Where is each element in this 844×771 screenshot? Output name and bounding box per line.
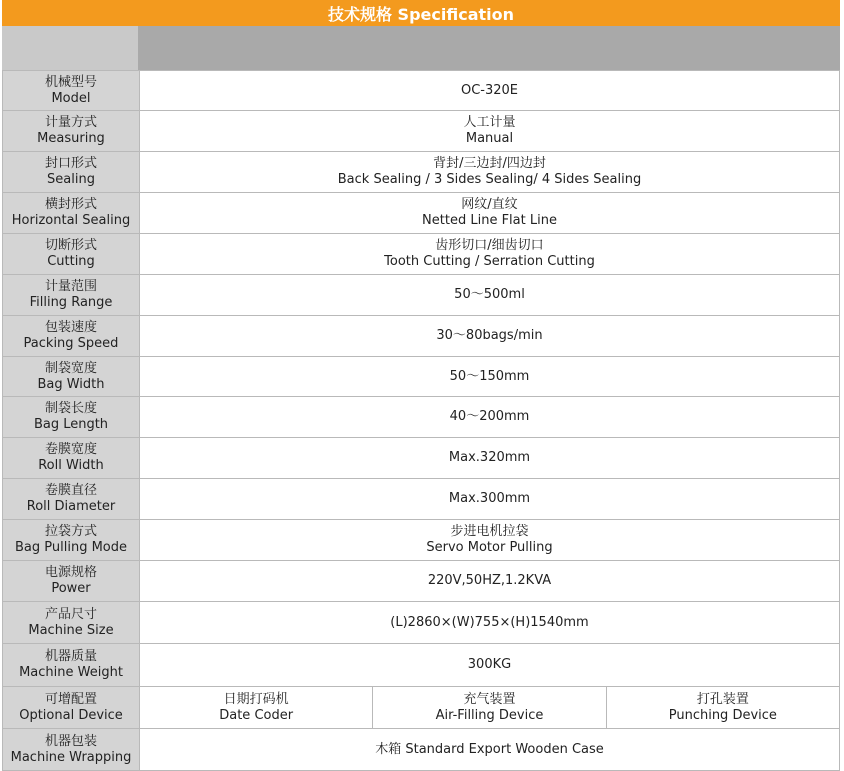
spec-row bbox=[3, 316, 840, 357]
spec-row bbox=[3, 193, 840, 234]
spec-value-line: Netted Line Flat Line bbox=[422, 213, 557, 228]
spec-label-zh: 机械型号 bbox=[44, 74, 97, 90]
optional-device-item bbox=[372, 687, 605, 728]
spec-label-en: Sealing bbox=[47, 172, 95, 187]
spec-value-line: 300KG bbox=[467, 657, 512, 672]
spec-value-line: 人工计量 bbox=[463, 115, 516, 130]
spec-label-zh: 卷膜宽度 bbox=[44, 442, 97, 457]
spec-value-line: (L)2860×(W)755×(H)1540mm bbox=[390, 614, 589, 630]
optional-item-zh: 打孔装置 bbox=[696, 691, 749, 707]
spec-row bbox=[3, 152, 840, 193]
spec-value bbox=[140, 275, 840, 316]
spec-label-zh: 包装速度 bbox=[44, 320, 97, 335]
spec-label-en: Bag Pulling Mode bbox=[15, 540, 127, 555]
spec-label-en: Model bbox=[51, 90, 91, 106]
spec-label-zh: 计量方式 bbox=[44, 115, 97, 130]
optional-item-zh: 日期打码机 bbox=[223, 691, 289, 707]
spec-label bbox=[3, 111, 140, 152]
spec-row bbox=[3, 397, 840, 438]
spec-value-line: Max.300mm bbox=[448, 491, 531, 506]
spec-value bbox=[140, 357, 840, 397]
spec-label bbox=[3, 729, 140, 771]
optional-device-item bbox=[140, 687, 372, 728]
spec-value bbox=[140, 438, 840, 479]
spec-row bbox=[3, 602, 840, 644]
spec-label bbox=[3, 602, 140, 644]
spec-row bbox=[3, 234, 840, 275]
spec-value-line: OC-320E bbox=[460, 82, 519, 98]
spec-label-en: Filling Range bbox=[29, 295, 113, 310]
spec-value-line: 背封/三边封/四边封 bbox=[433, 156, 546, 171]
machine-wrapping-row bbox=[3, 729, 840, 771]
optional-item-en: Punching Device bbox=[668, 707, 777, 723]
spec-label-en: Machine Weight bbox=[19, 665, 123, 680]
spec-label-zh: 可增配置 bbox=[44, 691, 97, 707]
spec-value bbox=[140, 644, 840, 687]
spec-row bbox=[3, 479, 840, 520]
spec-value-line: 40～200mm bbox=[449, 409, 530, 424]
spec-label bbox=[3, 316, 140, 357]
spec-value-line: 齿形切口/细齿切口 bbox=[435, 238, 544, 253]
spec-label-zh: 产品尺寸 bbox=[44, 606, 97, 622]
optional-item-en: Date Coder bbox=[219, 707, 294, 723]
optional-item-en: Air-Filling Device bbox=[435, 707, 544, 723]
spec-value bbox=[140, 561, 840, 602]
spec-label-en: Bag Length bbox=[33, 417, 109, 432]
wrapping-value: 木箱 Standard Export Wooden Case bbox=[375, 741, 604, 757]
spec-row bbox=[3, 71, 840, 111]
spec-label-en: Power bbox=[51, 581, 91, 596]
spec-value bbox=[140, 193, 840, 234]
spec-label-en: Packing Speed bbox=[23, 336, 119, 351]
optional-device-row bbox=[3, 687, 840, 729]
spec-label-en: Machine Size bbox=[28, 622, 114, 638]
spec-label bbox=[3, 520, 140, 561]
spec-label-zh: 机器质量 bbox=[44, 649, 97, 664]
banner-title: 技术规格 Specification bbox=[327, 4, 515, 24]
spec-row bbox=[3, 357, 840, 397]
spec-label bbox=[3, 234, 140, 275]
spec-label-zh: 电源规格 bbox=[44, 565, 97, 580]
spec-label-zh: 卷膜直径 bbox=[44, 483, 97, 498]
spec-value bbox=[140, 316, 840, 357]
spec-label bbox=[3, 357, 140, 397]
spec-label-en: Cutting bbox=[47, 254, 95, 269]
spec-row bbox=[3, 644, 840, 687]
spec-label-en: Optional Device bbox=[19, 707, 123, 723]
optional-device-item bbox=[606, 687, 839, 728]
spec-label-en: Roll Diameter bbox=[26, 499, 116, 514]
spec-value bbox=[140, 520, 840, 561]
spec-value bbox=[140, 152, 840, 193]
spec-value-line: Servo Motor Pulling bbox=[426, 540, 553, 555]
spec-label-zh: 封口形式 bbox=[44, 156, 97, 171]
spec-label-zh: 横封形式 bbox=[44, 197, 97, 212]
spec-value-line: 220V,50HZ,1.2KVA bbox=[427, 573, 552, 588]
spec-value-line: 网纹/直纹 bbox=[461, 197, 518, 212]
spec-row bbox=[3, 438, 840, 479]
spec-label-zh: 计量范围 bbox=[44, 279, 97, 294]
spec-label-zh: 制袋宽度 bbox=[44, 360, 97, 376]
header-image-strip bbox=[2, 26, 840, 71]
spec-label-zh: 拉袋方式 bbox=[44, 524, 97, 539]
spec-value-line: 50～500ml bbox=[454, 287, 525, 302]
spec-label-en: Measuring bbox=[37, 131, 105, 146]
spec-value bbox=[140, 234, 840, 275]
spec-label bbox=[3, 71, 140, 111]
spec-value-line: Tooth Cutting / Serration Cutting bbox=[384, 254, 595, 269]
spec-label bbox=[3, 479, 140, 520]
spec-row bbox=[3, 111, 840, 152]
spec-label-en: Machine Wrapping bbox=[10, 749, 132, 765]
spec-value-line: 30～80bags/min bbox=[436, 328, 543, 343]
optional-device-values bbox=[140, 687, 840, 729]
spec-row bbox=[3, 561, 840, 602]
spec-label bbox=[3, 438, 140, 479]
spec-value bbox=[140, 729, 840, 771]
spec-label-en: Roll Width bbox=[38, 458, 104, 473]
spec-value-line: Back Sealing / 3 Sides Sealing/ 4 Sides Sealing bbox=[337, 172, 642, 187]
header-image-right bbox=[138, 26, 840, 70]
spec-label bbox=[3, 275, 140, 316]
spec-value bbox=[140, 602, 840, 644]
spec-label-zh: 机器包装 bbox=[44, 733, 97, 749]
header-image-left bbox=[2, 26, 138, 70]
spec-value-line: 步进电机拉袋 bbox=[450, 524, 529, 539]
spec-banner bbox=[2, 0, 840, 26]
spec-value bbox=[140, 71, 840, 111]
spec-label-zh: 制袋长度 bbox=[44, 401, 97, 416]
spec-row bbox=[3, 275, 840, 316]
spec-value bbox=[140, 397, 840, 438]
spec-label bbox=[3, 644, 140, 687]
spec-value-line: Manual bbox=[465, 131, 514, 146]
spec-label bbox=[3, 687, 140, 729]
spec-label-zh: 切断形式 bbox=[44, 238, 97, 253]
spec-label bbox=[3, 561, 140, 602]
spec-row bbox=[3, 520, 840, 561]
spec-label-en: Bag Width bbox=[37, 376, 105, 392]
spec-value bbox=[140, 479, 840, 520]
spec-label bbox=[3, 193, 140, 234]
spec-table bbox=[2, 70, 840, 771]
spec-value-line: 50～150mm bbox=[449, 368, 530, 384]
spec-label-en: Horizontal Sealing bbox=[11, 213, 131, 228]
spec-value-line: Max.320mm bbox=[448, 450, 531, 465]
optional-item-zh: 充气装置 bbox=[463, 691, 516, 707]
spec-label bbox=[3, 397, 140, 438]
spec-value bbox=[140, 111, 840, 152]
spec-label bbox=[3, 152, 140, 193]
